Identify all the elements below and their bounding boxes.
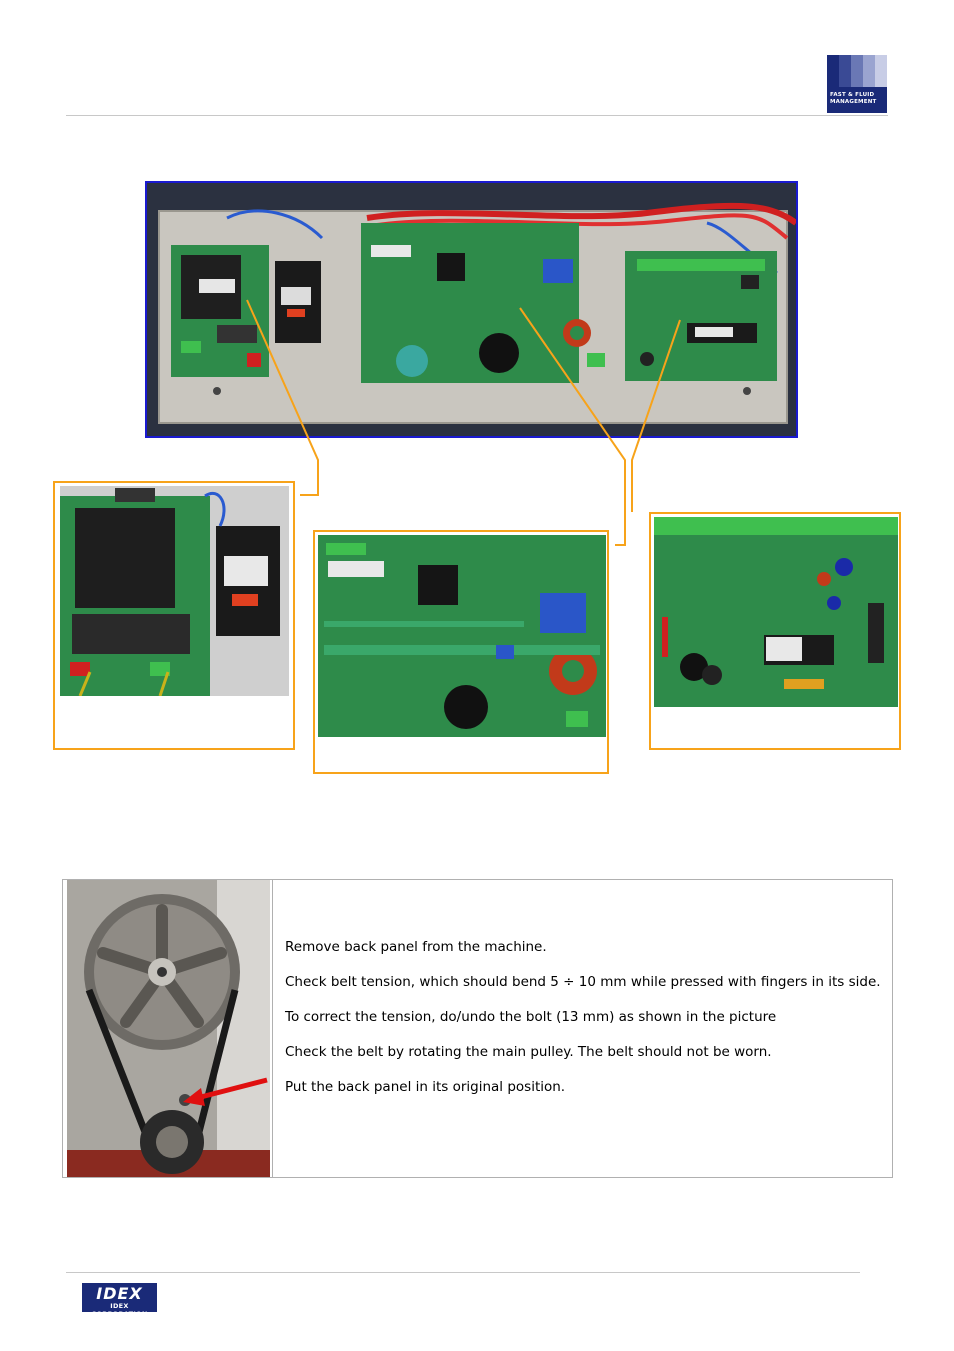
main-board-illustration (318, 535, 606, 737)
pulley-belt-illustration (67, 880, 270, 1177)
idex-logo-caption: IDEX CORPORATION (91, 1302, 148, 1318)
callout-middle (313, 530, 609, 774)
logo-text-line2: MANAGEMENT (830, 99, 877, 105)
callout-right (649, 512, 901, 750)
connector-right (632, 320, 680, 512)
belt-step-4: Check the belt by rotating the main pulley. The belt should not be worn. (285, 1044, 772, 1060)
belt-step-2: Check belt tension, which should bend 5 ÷ 10 mm while pressed with fingers in its side. (285, 974, 881, 990)
footer-rule (66, 1272, 860, 1273)
idex-logo (82, 1283, 157, 1318)
connector-left (247, 300, 318, 495)
connector-middle (520, 308, 625, 545)
interface-board-illustration (654, 517, 898, 707)
belt-table-divider (272, 879, 273, 1178)
callout-left (53, 481, 295, 750)
idex-logo-mark: IDEX (96, 1284, 143, 1303)
logo-text-line1: FAST & FLUID (830, 92, 875, 98)
transformer-board-illustration (60, 486, 289, 696)
belt-step-3: To correct the tension, do/undo the bolt (13 mm) as shown in the picture (285, 1009, 777, 1025)
belt-step-5: Put the back panel in its original position. (285, 1079, 566, 1095)
callout-connector-lines (0, 0, 954, 560)
belt-step-1: Remove back panel from the machine. (285, 939, 547, 955)
pulley-belt-photo (67, 880, 270, 1177)
